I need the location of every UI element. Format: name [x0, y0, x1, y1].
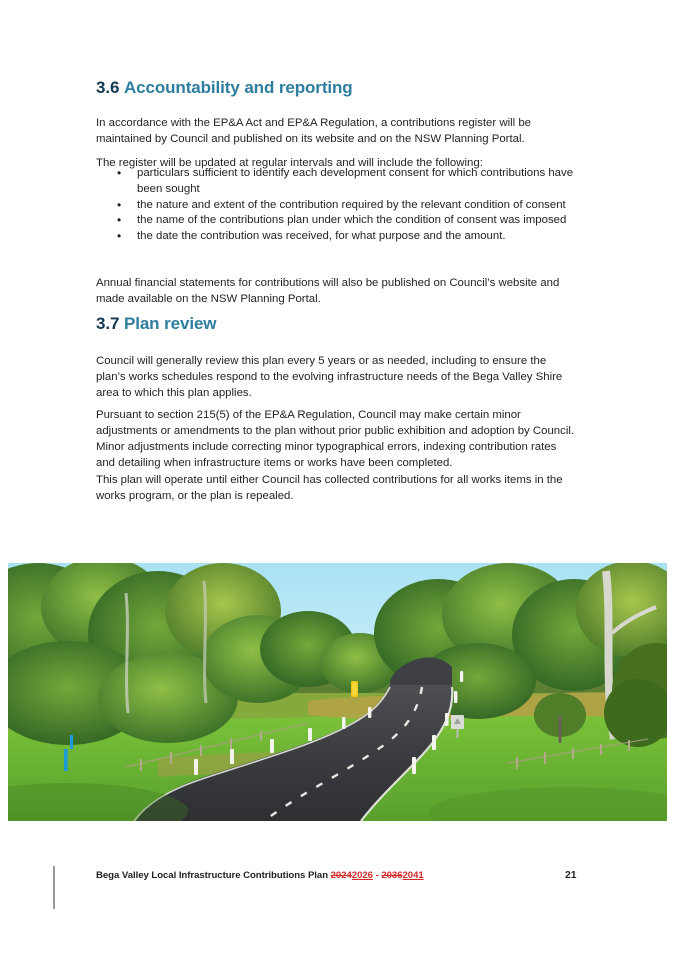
heading-3-6-number: 3.6: [96, 78, 120, 97]
footer-year-end-inserted: 2041: [402, 870, 424, 881]
bullet-dot-icon: •: [117, 213, 122, 228]
bullet-dot-icon: •: [117, 197, 122, 212]
list-item-text: particulars sufficient to identify each development consent for which contributions have been sought: [137, 167, 574, 195]
list-item-text: the name of the contributions plan under which the condition of consent was imposed: [137, 214, 567, 227]
list-item: [0, 166, 675, 198]
paragraph-review-cycle: Council will generally review this plan every 5 years or as needed, including to ensure the plan’s works schedules respond to the evolving infrastructure needs of the Bega Valley Shire area to which this plan applies.: [96, 355, 563, 399]
footer-year-start-inserted: 2026: [351, 870, 373, 881]
page-number: 21: [565, 870, 577, 881]
list-item: [0, 198, 675, 214]
footer-title: [96, 869, 424, 882]
footer-year-end-deleted: 2036: [381, 870, 403, 881]
list-item: [0, 229, 675, 245]
heading-3-6-title: Accountability and reporting: [123, 78, 353, 97]
list-item: [0, 213, 675, 229]
paragraph-plan-operation: This plan will operate until either Council has collected contributions for all works items in the works program, or the plan is repealed.: [96, 474, 563, 503]
footer-year-separator: -: [375, 870, 379, 881]
list-item-text: the date the contribution was received, for what purpose and the amount.: [137, 230, 506, 243]
heading-3-7-number: 3.7: [96, 314, 120, 333]
paragraph-contributions-register: In accordance with the EP&A Act and EP&A Regulation, a contributions register will be maintained by Council and published on its website and on the NSW Planning Portal.: [96, 117, 531, 146]
footer-year-start-deleted: 2024: [330, 870, 352, 881]
heading-3-6: [96, 79, 353, 98]
bullet-dot-icon: •: [117, 166, 122, 180]
bullet-dot-icon: •: [117, 229, 122, 244]
paragraph-minor-adjustments: Pursuant to section 215(5) of the EP&A Regulation, Council may make certain minor adjustments or amendments to the plan without prior public exhibition and adoption by Council. Minor adjustments include correcting minor typographical errors, indexing contribution rates and detailing when infrastructure items or works have been completed.: [96, 409, 575, 469]
heading-3-7-title: Plan review: [123, 314, 217, 333]
list-item-text: the nature and extent of the contribution required by the relevant condition of consent: [137, 198, 566, 211]
footer-divider: [53, 866, 55, 909]
rural-road-photograph: [8, 563, 667, 821]
footer-title-prefix: Bega Valley Local Infrastructure Contributions Plan: [96, 870, 329, 881]
paragraph-register-lead-in: The register will be updated at regular intervals and will include the following:: [96, 157, 483, 170]
heading-3-7: [96, 315, 216, 334]
register-contents-list: [0, 166, 675, 245]
paragraph-annual-financial-statements: Annual financial statements for contributions will also be published on Council’s website and made available on the NSW Planning Portal.: [96, 277, 560, 306]
